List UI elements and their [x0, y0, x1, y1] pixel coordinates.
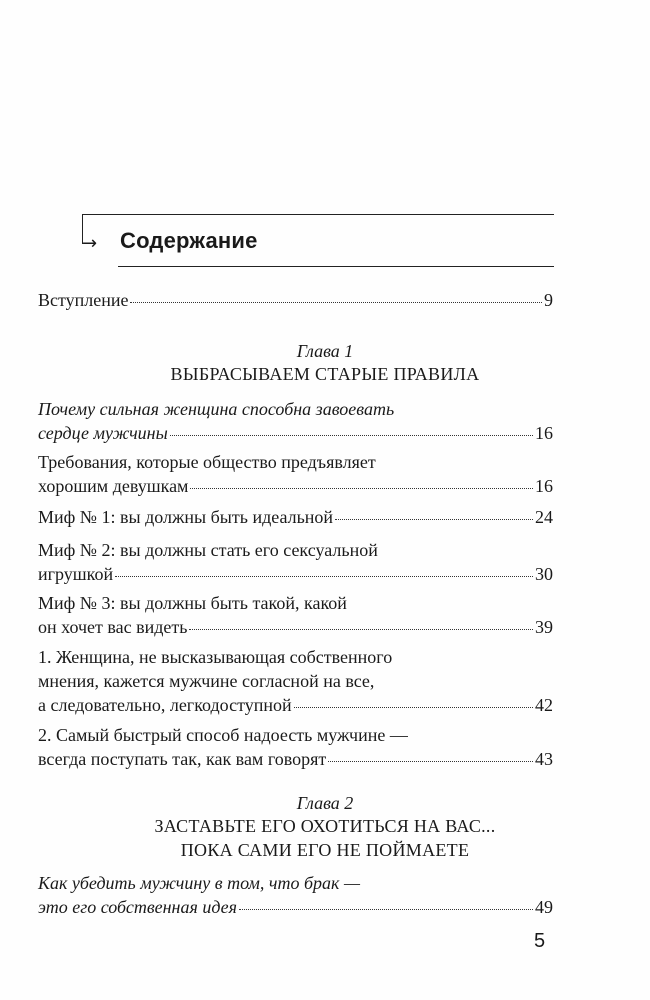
chapter-1-heading: [0, 340, 650, 386]
chapter-label: Глава 1: [296, 341, 354, 361]
heading-top-rule: [82, 214, 554, 215]
toc-entry-line: Как убедить мужчину в том, что брак —: [38, 873, 360, 893]
toc-entry-line: Почему сильная женщина способна завоевать: [38, 399, 395, 419]
chapter-title: ЗАСТАВЬТЕ ЕГО ОХОТИТЬСЯ НА ВАС...: [154, 816, 496, 836]
toc-entry-line: Требования, которые общество предъявляет: [38, 452, 376, 472]
toc-entry-page: 30: [535, 564, 553, 584]
toc-entry-line: 1. Женщина, не высказывающая собственного: [38, 647, 393, 667]
chapter-label: Глава 2: [296, 793, 354, 813]
toc-entry-title: Вступление: [38, 290, 129, 310]
toc-entry-line: всегда поступать так, как вам говорят: [38, 749, 327, 769]
toc-entry-page: 16: [535, 423, 553, 443]
toc-entry-page: 49: [535, 897, 553, 917]
leader-dots: [294, 707, 533, 708]
toc-title: Содержание: [120, 228, 258, 253]
toc-entry-line: 2. Самый быстрый способ надоесть мужчине —: [38, 725, 408, 745]
toc-entry-line: он хочет вас видеть: [38, 617, 188, 637]
leader-dots: [190, 488, 533, 489]
toc-entry[interactable]: [38, 723, 553, 771]
toc-entry-intro[interactable]: [38, 288, 553, 312]
page-number: 5: [534, 930, 546, 952]
leader-dots: [239, 909, 533, 910]
toc-entry-page: 16: [535, 476, 553, 496]
leader-dots: [130, 302, 542, 303]
toc-entry-line: Миф № 3: вы должны быть такой, какой: [38, 593, 347, 613]
leader-dots: [328, 761, 533, 762]
toc-entry[interactable]: [38, 591, 553, 639]
leader-dots: [170, 435, 533, 436]
toc-entry[interactable]: [38, 538, 553, 586]
toc-entry-line: это его собственная идея: [38, 897, 238, 917]
toc-entry-line: хорошим девушкам: [38, 476, 189, 496]
arrow-right-icon: →: [82, 233, 98, 254]
toc-entry[interactable]: [38, 871, 553, 919]
toc-entry-line: Миф № 2: вы должны стать его сексуальной: [38, 540, 378, 560]
toc-entry-page: 42: [535, 695, 553, 715]
heading-bottom-rule: [118, 266, 554, 267]
leader-dots: [189, 629, 533, 630]
toc-entry-page: 43: [535, 749, 553, 769]
toc-entry-line: мнения, кажется мужчине согласной на все,: [38, 671, 375, 691]
toc-entry[interactable]: [38, 450, 553, 498]
toc-entry-page: 39: [535, 617, 553, 637]
chapter-title: ПОКА САМИ ЕГО НЕ ПОЙМАЕТЕ: [180, 840, 470, 860]
chapter-2-heading: [0, 792, 650, 862]
toc-entry-line: игрушкой: [38, 564, 114, 584]
toc-entry-line: а следовательно, легкодоступной: [38, 695, 292, 715]
toc-entry[interactable]: [38, 645, 553, 717]
leader-dots: [115, 576, 533, 577]
toc-entry-line: сердце мужчины: [38, 423, 168, 443]
toc-entry-line: Миф № 1: вы должны быть идеальной: [38, 507, 334, 527]
leader-dots: [335, 519, 533, 520]
toc-entry-page: 9: [544, 290, 553, 310]
toc-entry-page: 24: [535, 507, 553, 527]
toc-entry[interactable]: [38, 505, 553, 529]
toc-heading: [82, 214, 554, 270]
toc-entry[interactable]: [38, 397, 553, 445]
chapter-title: ВЫБРАСЫВАЕМ СТАРЫЕ ПРАВИЛА: [170, 364, 480, 384]
